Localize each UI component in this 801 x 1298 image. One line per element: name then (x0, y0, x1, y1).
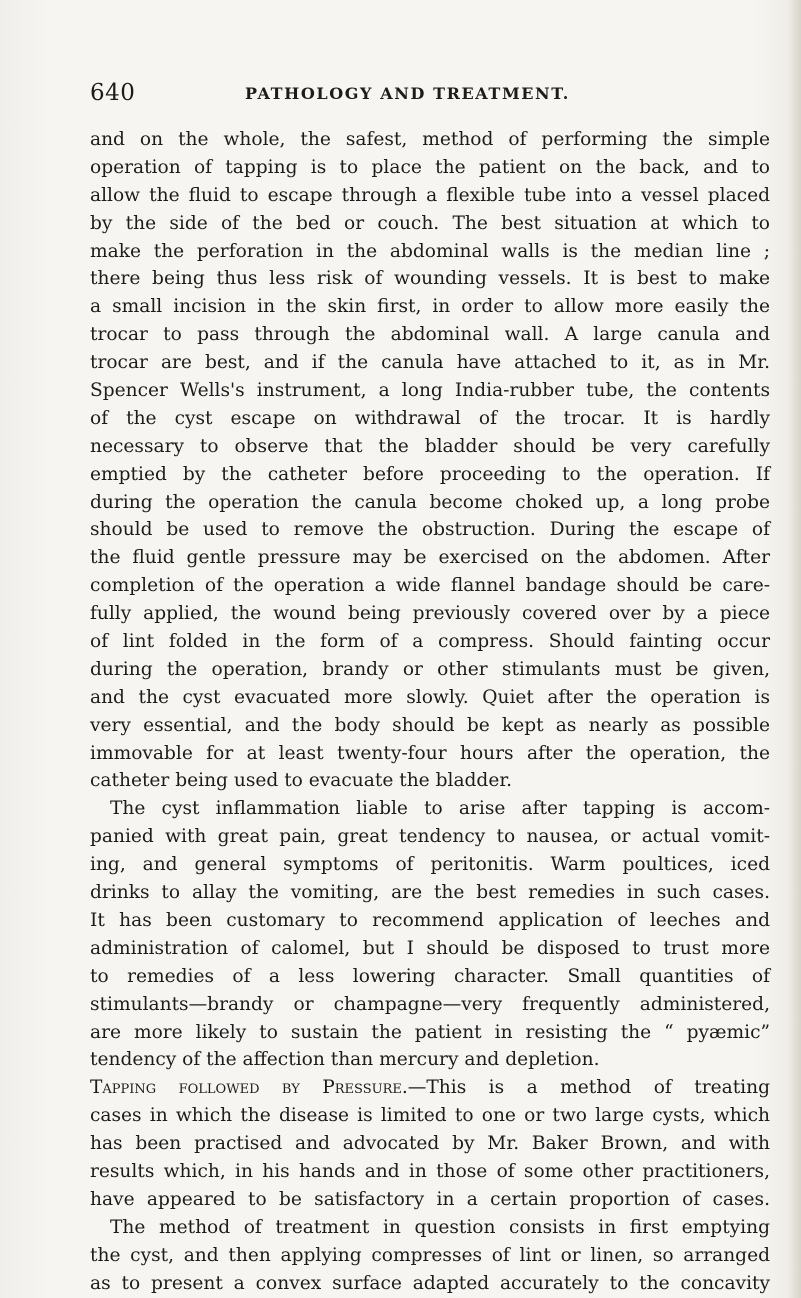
text-line: make the perforation in the abdominal walls is the median line ; (90, 240, 770, 262)
text-line: by the side of the bed or couch. The best situation at which to (90, 212, 770, 234)
text-line: during the operation, brandy or other stimulants must be given, (90, 658, 770, 680)
text-line: and on the whole, the safest, method of performing the simple (90, 129, 770, 150)
text-line: necessary to observe that the bladder should be very carefully (90, 435, 770, 457)
text-line: of lint folded in the form of a compress. Should fainting occur (90, 631, 770, 653)
text-line: Spencer Wells's instrument, a long India-rubber tube, the contents (90, 380, 770, 402)
text-line: panied with great pain, great tendency to nausea, or actual vomit- (90, 826, 770, 848)
text-line: The method of treatment in question consists in first emptying (110, 1216, 770, 1238)
text-line: very essential, and the body should be kept as nearly as possible (90, 714, 770, 736)
text-line: of the cyst escape on withdrawal of the trocar. It is hardly (90, 407, 770, 429)
section-heading: Tapping followed by Pressure. (90, 1077, 408, 1099)
text-line: the cyst, and then applying compresses of lint or linen, so arranged (90, 1244, 770, 1266)
section-first-line-rest: —This is a method of treating (407, 1077, 770, 1099)
section-first-line (90, 1074, 770, 1102)
text-line: trocar are best, and if the canula have attached to it, as in Mr. (90, 352, 770, 374)
text-line: immovable for at least twenty-four hours after the operation, the (90, 742, 770, 764)
running-head: PATHOLOGY AND TREATMENT. (245, 84, 570, 103)
text-line: stimulants—brandy or champagne—very frequently administered, (90, 993, 770, 1015)
text-line: should be used to remove the obstruction. During the escape of (90, 519, 770, 541)
text-line: there being thus less risk of wounding vessels. It is best to make (90, 268, 770, 290)
text-line: and the cyst evacuated more slowly. Quiet after the operation is (90, 686, 770, 708)
text-line: results which, in his hands and in those of some other practitioners, (90, 1160, 770, 1182)
text-line: cases in which the disease is limited to one or two large cysts, which (90, 1105, 770, 1127)
text-line: It has been customary to recommend application of leeches and (90, 909, 770, 931)
text-line: drinks to allay the vomiting, are the best remedies in such cases. (90, 882, 770, 904)
text-line: to remedies of a less lowering character. Small quantities of (90, 965, 770, 987)
page-edge-shadow (787, 0, 801, 1298)
text-line: during the operation the canula become choked up, a long probe (90, 491, 770, 513)
text-line: a small incision in the skin first, in order to allow more easily the (90, 296, 770, 318)
text-line: allow the fluid to escape through a flexible tube into a vessel placed (90, 184, 770, 206)
text-line: the fluid gentle pressure may be exercised on the abdomen. After (90, 547, 770, 569)
text-line: trocar to pass through the abdominal wall. A large canula and (90, 324, 770, 346)
text-line: has been practised and advocated by Mr. Baker Brown, and with (90, 1133, 770, 1155)
text-line: tendency of the affection than mercury and depletion. (90, 1049, 600, 1071)
text-line: have appeared to be satisfactory in a certain proportion of cases. (90, 1188, 770, 1210)
text-line: administration of calomel, but I should be disposed to trust more (90, 937, 770, 959)
text-line: fully applied, the wound being previously covered over by a piece (90, 603, 770, 625)
text-line: completion of the operation a wide flannel bandage should be care- (90, 575, 770, 597)
body-text (90, 126, 770, 1297)
page-number: 640 (90, 80, 136, 106)
text-line: as to present a convex surface adapted accurately to the concavity (90, 1272, 770, 1294)
page-header (90, 80, 760, 110)
text-line: ing, and general symptoms of peritonitis. Warm poultices, iced (90, 854, 770, 876)
text-line: emptied by the catheter before proceeding to the operation. If (90, 463, 770, 485)
text-line: operation of tapping is to place the patient on the back, and to (90, 156, 770, 178)
text-line: are more likely to sustain the patient in resisting the “ pyæmic” (90, 1021, 770, 1043)
text-line: The cyst inflammation liable to arise after tapping is accom- (110, 798, 770, 820)
text-line: catheter being used to evacuate the bladder. (90, 770, 513, 792)
